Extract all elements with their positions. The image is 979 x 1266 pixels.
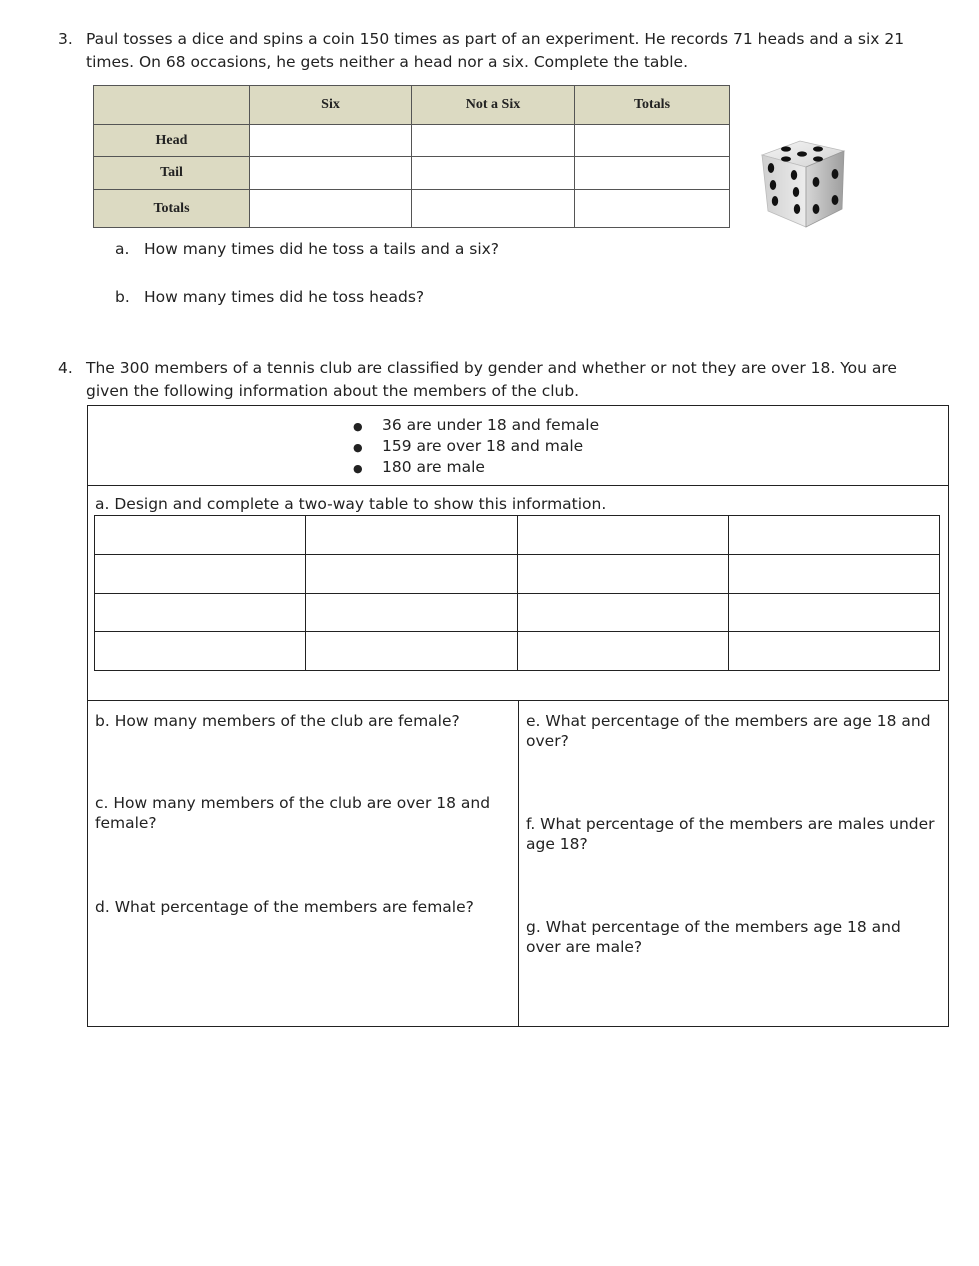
two-way-table bbox=[94, 515, 940, 671]
part-label: a. bbox=[115, 240, 130, 258]
dice-coin-table bbox=[93, 85, 730, 228]
table-cell[interactable] bbox=[728, 632, 939, 671]
table-cell[interactable] bbox=[412, 157, 575, 190]
question-4e: e. What percentage of the members are age 18 and over? bbox=[526, 712, 931, 750]
table-cell[interactable] bbox=[517, 632, 728, 671]
list-item: ● 36 are under 18 and female bbox=[353, 415, 599, 436]
table-cell[interactable] bbox=[306, 593, 517, 632]
table-cell[interactable] bbox=[95, 554, 306, 593]
question-4g: g. What percentage of the members age 18 and over are male? bbox=[526, 918, 901, 956]
table-cell[interactable] bbox=[95, 632, 306, 671]
table-cell[interactable] bbox=[306, 632, 517, 671]
question-4-line-1: The 300 members of a tennis club are classified by gender and whether or not they are over 18. You are bbox=[86, 359, 897, 377]
table-cell[interactable] bbox=[517, 554, 728, 593]
question-4b: b. How many members of the club are female? bbox=[95, 712, 460, 730]
table-cell[interactable] bbox=[95, 593, 306, 632]
list-item: ● 159 are over 18 and male bbox=[353, 436, 599, 457]
part-label: b. bbox=[115, 288, 130, 306]
question-3-text bbox=[86, 28, 956, 74]
row-header-totals: Totals bbox=[94, 190, 250, 228]
table-corner bbox=[94, 86, 250, 125]
question-4-number: 4. bbox=[58, 359, 73, 377]
question-3-line-2: times. On 68 occasions, he gets neither a head nor a six. Complete the table. bbox=[86, 53, 689, 71]
table-cell[interactable] bbox=[517, 593, 728, 632]
question-4c: c. How many members of the club are over 18 and female? bbox=[95, 794, 491, 832]
table-cell[interactable] bbox=[250, 190, 412, 228]
table-cell[interactable] bbox=[95, 516, 306, 555]
table-cell[interactable] bbox=[728, 516, 939, 555]
part-text: How many times did he toss a tails and a six? bbox=[144, 240, 500, 258]
table-cell[interactable] bbox=[575, 157, 730, 190]
column-header-six: Six bbox=[250, 86, 412, 125]
question-4-text bbox=[86, 357, 966, 403]
divider bbox=[87, 485, 949, 486]
table-cell[interactable] bbox=[412, 125, 575, 157]
table-cell[interactable] bbox=[306, 516, 517, 555]
table-cell[interactable] bbox=[728, 593, 939, 632]
column-header-totals: Totals bbox=[575, 86, 730, 125]
table-cell[interactable] bbox=[575, 190, 730, 228]
row-header-head: Head bbox=[94, 125, 250, 157]
question-4-line-2: given the following information about the members of the club. bbox=[86, 382, 580, 400]
question-3-line-1: Paul tosses a dice and spins a coin 150 times as part of an experiment. He records 71 heads and a six 21 bbox=[86, 30, 905, 48]
table-cell[interactable] bbox=[728, 554, 939, 593]
divider bbox=[518, 700, 519, 1027]
row-header-tail: Tail bbox=[94, 157, 250, 190]
column-header-not-six: Not a Six bbox=[412, 86, 575, 125]
table-cell[interactable] bbox=[250, 157, 412, 190]
info-list bbox=[353, 415, 599, 478]
table-cell[interactable] bbox=[517, 516, 728, 555]
table-cell[interactable] bbox=[575, 125, 730, 157]
question-3-number: 3. bbox=[58, 30, 73, 48]
list-item: ● 180 are male bbox=[353, 457, 599, 478]
question-4a: a. Design and complete a two-way table to show this information. bbox=[95, 495, 607, 513]
part-text: How many times did he toss heads? bbox=[144, 288, 425, 306]
question-4d: d. What percentage of the members are female? bbox=[95, 898, 474, 916]
table-cell[interactable] bbox=[306, 554, 517, 593]
question-4f: f. What percentage of the members are males under age 18? bbox=[526, 815, 935, 853]
dice-icon bbox=[756, 137, 850, 231]
table-cell[interactable] bbox=[250, 125, 412, 157]
table-cell[interactable] bbox=[412, 190, 575, 228]
